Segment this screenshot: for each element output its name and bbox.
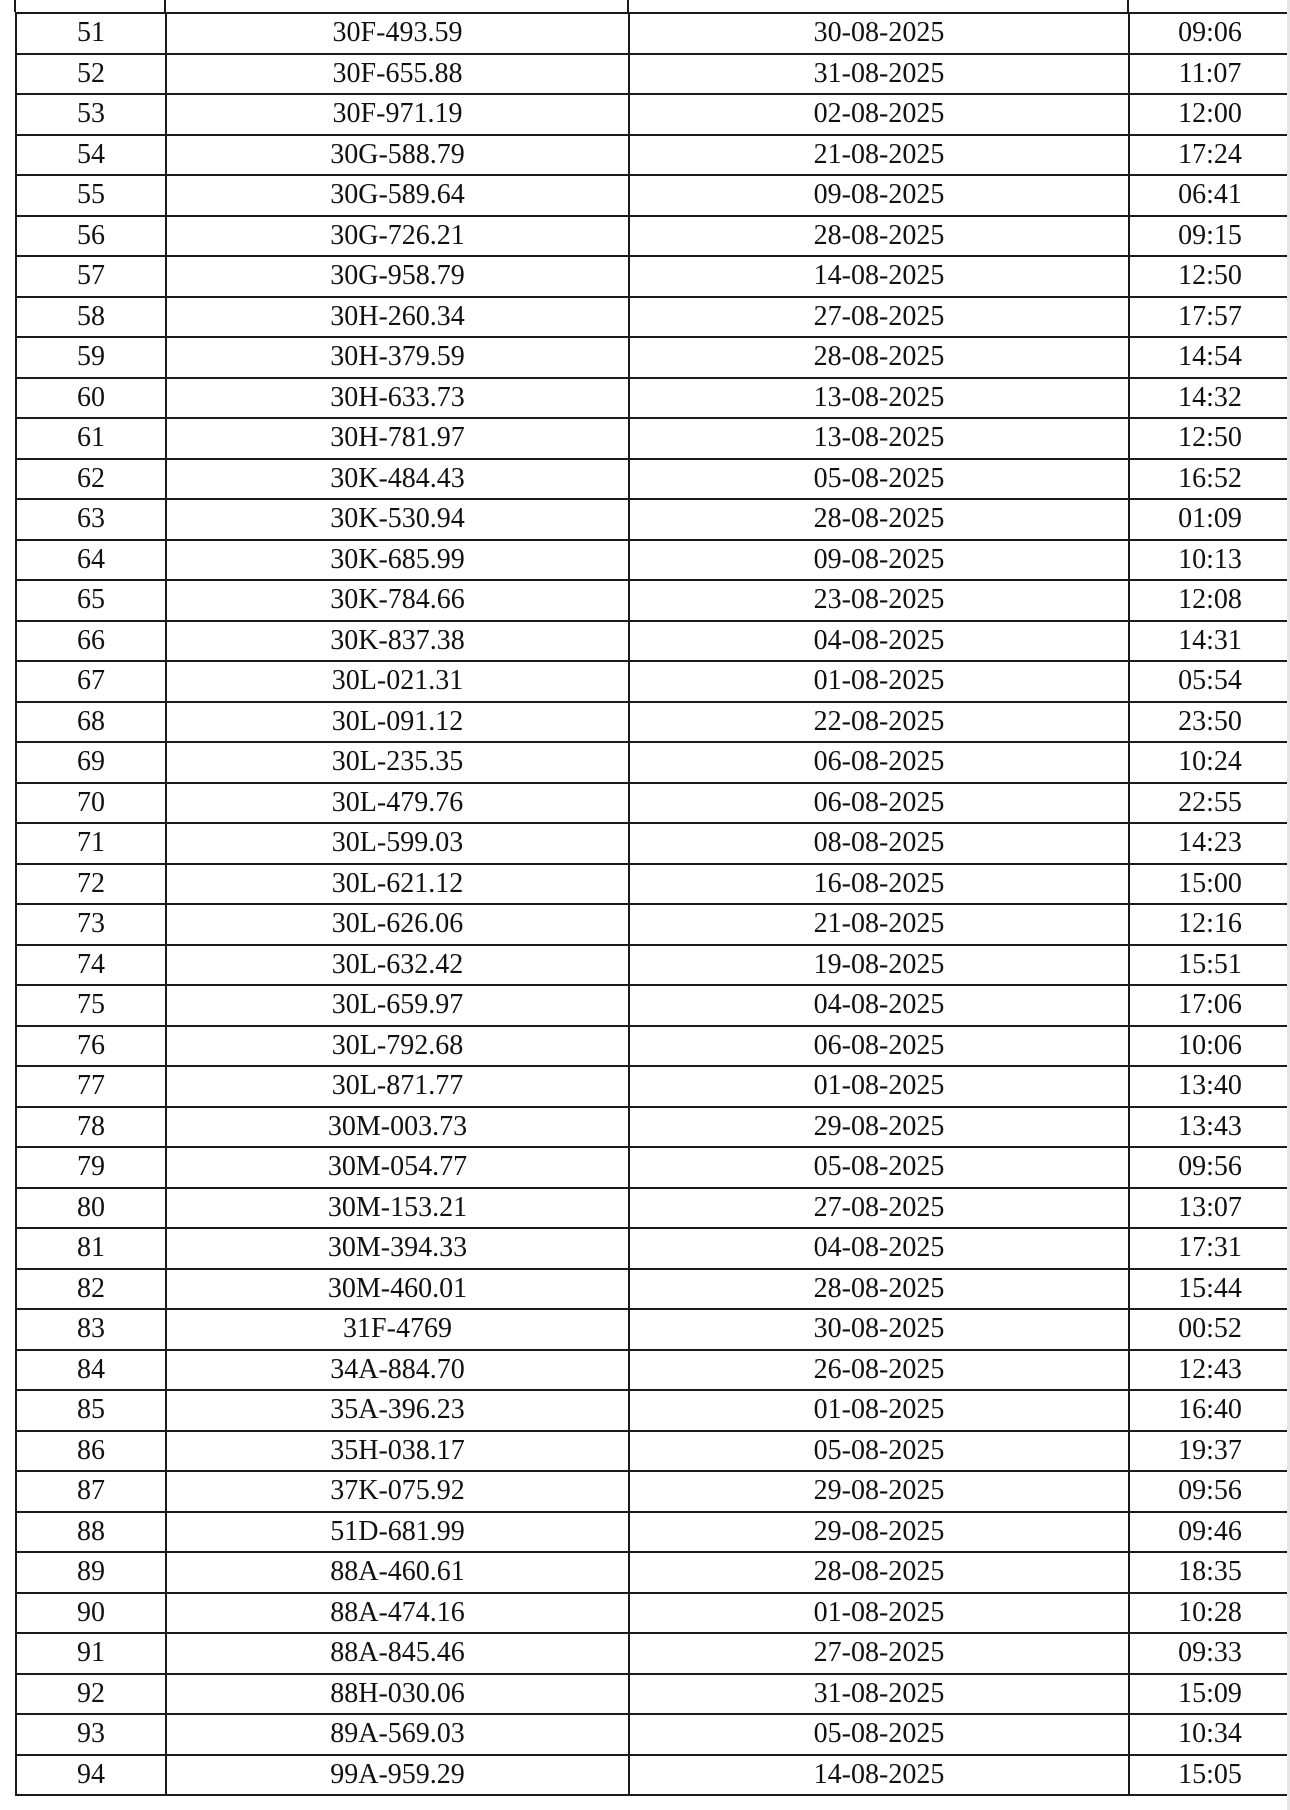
document-page	[15, 0, 1290, 1810]
date-cell: 26-08-2025	[629, 1350, 1129, 1391]
time-cell: 22:55	[1129, 783, 1290, 824]
time-cell: 13:07	[1129, 1188, 1290, 1229]
date-cell: 31-08-2025	[629, 54, 1129, 95]
plate-number-cell: 35A-396.23	[166, 1390, 629, 1431]
table-row	[16, 580, 1290, 621]
plate-number-cell: 30L-235.35	[166, 742, 629, 783]
table-row	[16, 54, 1290, 95]
table-row	[16, 216, 1290, 257]
date-cell: 29-08-2025	[629, 1512, 1129, 1553]
time-cell: 15:44	[1129, 1269, 1290, 1310]
plate-number-cell: 30F-493.59	[166, 13, 629, 54]
row-number-cell: 92	[16, 1674, 166, 1715]
plate-number-cell: 30H-633.73	[166, 378, 629, 419]
row-number-cell: 71	[16, 823, 166, 864]
plate-number-cell: 30G-588.79	[166, 135, 629, 176]
plate-number-cell: 30F-655.88	[166, 54, 629, 95]
plate-number-cell: 30L-659.97	[166, 985, 629, 1026]
date-cell: 01-08-2025	[629, 661, 1129, 702]
row-number-cell: 75	[16, 985, 166, 1026]
plate-number-cell: 30L-871.77	[166, 1066, 629, 1107]
table-row	[16, 297, 1290, 338]
row-number-cell: 90	[16, 1593, 166, 1634]
date-cell: 01-08-2025	[629, 1390, 1129, 1431]
plate-number-cell: 88A-474.16	[166, 1593, 629, 1634]
time-cell: 12:00	[1129, 94, 1290, 135]
row-number-cell: 88	[16, 1512, 166, 1553]
row-number-cell: 81	[16, 1228, 166, 1269]
plate-number-cell: 30K-530.94	[166, 499, 629, 540]
column-divider-stub	[164, 0, 166, 12]
table-row	[16, 823, 1290, 864]
plate-number-cell: 30K-784.66	[166, 580, 629, 621]
date-cell: 06-08-2025	[629, 1026, 1129, 1067]
time-cell: 14:32	[1129, 378, 1290, 419]
time-cell: 12:16	[1129, 904, 1290, 945]
plate-number-cell: 30L-479.76	[166, 783, 629, 824]
date-cell: 04-08-2025	[629, 985, 1129, 1026]
time-cell: 23:50	[1129, 702, 1290, 743]
table-row	[16, 418, 1290, 459]
table-row	[16, 661, 1290, 702]
time-cell: 17:31	[1129, 1228, 1290, 1269]
table-row	[16, 1512, 1290, 1553]
table-row	[16, 621, 1290, 662]
time-cell: 13:43	[1129, 1107, 1290, 1148]
table-row	[16, 1269, 1290, 1310]
row-number-cell: 89	[16, 1552, 166, 1593]
date-cell: 05-08-2025	[629, 1431, 1129, 1472]
plate-number-cell: 88A-845.46	[166, 1633, 629, 1674]
date-cell: 06-08-2025	[629, 742, 1129, 783]
plate-number-cell: 30H-379.59	[166, 337, 629, 378]
date-cell: 29-08-2025	[629, 1107, 1129, 1148]
plate-number-cell: 30K-685.99	[166, 540, 629, 581]
table-row	[16, 94, 1290, 135]
row-number-cell: 78	[16, 1107, 166, 1148]
plate-number-cell: 30L-621.12	[166, 864, 629, 905]
table-row	[16, 864, 1290, 905]
table-row	[16, 13, 1290, 54]
table-row	[16, 1188, 1290, 1229]
row-number-cell: 70	[16, 783, 166, 824]
row-number-cell: 60	[16, 378, 166, 419]
table-row	[16, 904, 1290, 945]
plate-number-cell: 35H-038.17	[166, 1431, 629, 1472]
time-cell: 15:00	[1129, 864, 1290, 905]
time-cell: 06:41	[1129, 175, 1290, 216]
plate-number-cell: 30K-484.43	[166, 459, 629, 500]
plate-number-cell: 30M-460.01	[166, 1269, 629, 1310]
date-cell: 27-08-2025	[629, 297, 1129, 338]
vehicle-records-table	[15, 12, 1290, 1796]
date-cell: 13-08-2025	[629, 418, 1129, 459]
time-cell: 16:40	[1129, 1390, 1290, 1431]
row-number-cell: 86	[16, 1431, 166, 1472]
time-cell: 12:50	[1129, 418, 1290, 459]
date-cell: 28-08-2025	[629, 1269, 1129, 1310]
date-cell: 02-08-2025	[629, 94, 1129, 135]
time-cell: 12:08	[1129, 580, 1290, 621]
row-number-cell: 74	[16, 945, 166, 986]
plate-number-cell: 34A-884.70	[166, 1350, 629, 1391]
plate-number-cell: 30M-153.21	[166, 1188, 629, 1229]
plate-number-cell: 30L-632.42	[166, 945, 629, 986]
row-number-cell: 52	[16, 54, 166, 95]
time-cell: 13:40	[1129, 1066, 1290, 1107]
date-cell: 30-08-2025	[629, 13, 1129, 54]
time-cell: 12:43	[1129, 1350, 1290, 1391]
row-number-cell: 62	[16, 459, 166, 500]
table-row	[16, 985, 1290, 1026]
table-row	[16, 1147, 1290, 1188]
table-row	[16, 540, 1290, 581]
plate-number-cell: 30M-003.73	[166, 1107, 629, 1148]
table-body	[16, 13, 1290, 1795]
time-cell: 14:54	[1129, 337, 1290, 378]
time-cell: 16:52	[1129, 459, 1290, 500]
table-row	[16, 702, 1290, 743]
row-number-cell: 64	[16, 540, 166, 581]
row-number-cell: 51	[16, 13, 166, 54]
time-cell: 09:56	[1129, 1147, 1290, 1188]
row-number-cell: 77	[16, 1066, 166, 1107]
time-cell: 17:57	[1129, 297, 1290, 338]
date-cell: 28-08-2025	[629, 1552, 1129, 1593]
row-number-cell: 82	[16, 1269, 166, 1310]
time-cell: 17:24	[1129, 135, 1290, 176]
date-cell: 29-08-2025	[629, 1471, 1129, 1512]
time-cell: 09:56	[1129, 1471, 1290, 1512]
table-row	[16, 1228, 1290, 1269]
table-row	[16, 742, 1290, 783]
time-cell: 12:50	[1129, 256, 1290, 297]
time-cell: 00:52	[1129, 1309, 1290, 1350]
date-cell: 04-08-2025	[629, 1228, 1129, 1269]
date-cell: 05-08-2025	[629, 1147, 1129, 1188]
time-cell: 10:34	[1129, 1714, 1290, 1755]
row-number-cell: 61	[16, 418, 166, 459]
plate-number-cell: 30H-260.34	[166, 297, 629, 338]
time-cell: 10:28	[1129, 1593, 1290, 1634]
table-row	[16, 1431, 1290, 1472]
date-cell: 01-08-2025	[629, 1593, 1129, 1634]
date-cell: 09-08-2025	[629, 540, 1129, 581]
time-cell: 15:05	[1129, 1755, 1290, 1796]
time-cell: 10:24	[1129, 742, 1290, 783]
date-cell: 21-08-2025	[629, 904, 1129, 945]
plate-number-cell: 37K-075.92	[166, 1471, 629, 1512]
table-row	[16, 1390, 1290, 1431]
column-divider-stub	[14, 0, 16, 12]
row-number-cell: 53	[16, 94, 166, 135]
date-cell: 21-08-2025	[629, 135, 1129, 176]
time-cell: 14:23	[1129, 823, 1290, 864]
date-cell: 27-08-2025	[629, 1633, 1129, 1674]
table-row	[16, 1471, 1290, 1512]
table-row	[16, 1026, 1290, 1067]
plate-number-cell: 99A-959.29	[166, 1755, 629, 1796]
table-row	[16, 378, 1290, 419]
date-cell: 28-08-2025	[629, 499, 1129, 540]
date-cell: 28-08-2025	[629, 337, 1129, 378]
column-divider-stub	[627, 0, 629, 12]
row-number-cell: 59	[16, 337, 166, 378]
row-number-cell: 63	[16, 499, 166, 540]
date-cell: 05-08-2025	[629, 1714, 1129, 1755]
plate-number-cell: 30H-781.97	[166, 418, 629, 459]
date-cell: 05-08-2025	[629, 459, 1129, 500]
plate-number-cell: 30G-726.21	[166, 216, 629, 257]
plate-number-cell: 88H-030.06	[166, 1674, 629, 1715]
date-cell: 31-08-2025	[629, 1674, 1129, 1715]
row-number-cell: 72	[16, 864, 166, 905]
plate-number-cell: 30G-589.64	[166, 175, 629, 216]
plate-number-cell: 30F-971.19	[166, 94, 629, 135]
row-number-cell: 55	[16, 175, 166, 216]
table-row	[16, 337, 1290, 378]
time-cell: 10:06	[1129, 1026, 1290, 1067]
row-number-cell: 54	[16, 135, 166, 176]
date-cell: 14-08-2025	[629, 256, 1129, 297]
plate-number-cell: 30L-091.12	[166, 702, 629, 743]
row-number-cell: 56	[16, 216, 166, 257]
table-row	[16, 135, 1290, 176]
time-cell: 10:13	[1129, 540, 1290, 581]
plate-number-cell: 88A-460.61	[166, 1552, 629, 1593]
row-number-cell: 83	[16, 1309, 166, 1350]
time-cell: 19:37	[1129, 1431, 1290, 1472]
plate-number-cell: 30K-837.38	[166, 621, 629, 662]
date-cell: 19-08-2025	[629, 945, 1129, 986]
row-number-cell: 67	[16, 661, 166, 702]
date-cell: 22-08-2025	[629, 702, 1129, 743]
row-number-cell: 68	[16, 702, 166, 743]
row-number-cell: 76	[16, 1026, 166, 1067]
plate-number-cell: 30L-599.03	[166, 823, 629, 864]
table-row	[16, 175, 1290, 216]
plate-number-cell: 89A-569.03	[166, 1714, 629, 1755]
row-number-cell: 91	[16, 1633, 166, 1674]
table-row	[16, 1350, 1290, 1391]
table-row	[16, 1552, 1290, 1593]
time-cell: 09:46	[1129, 1512, 1290, 1553]
date-cell: 04-08-2025	[629, 621, 1129, 662]
table-row	[16, 499, 1290, 540]
table-row	[16, 1309, 1290, 1350]
time-cell: 14:31	[1129, 621, 1290, 662]
time-cell: 18:35	[1129, 1552, 1290, 1593]
plate-number-cell: 30M-054.77	[166, 1147, 629, 1188]
row-number-cell: 85	[16, 1390, 166, 1431]
time-cell: 05:54	[1129, 661, 1290, 702]
table-row	[16, 459, 1290, 500]
time-cell: 09:06	[1129, 13, 1290, 54]
time-cell: 15:09	[1129, 1674, 1290, 1715]
date-cell: 14-08-2025	[629, 1755, 1129, 1796]
table-row	[16, 256, 1290, 297]
date-cell: 09-08-2025	[629, 175, 1129, 216]
row-number-cell: 57	[16, 256, 166, 297]
table-row	[16, 1633, 1290, 1674]
time-cell: 15:51	[1129, 945, 1290, 986]
table-row	[16, 1755, 1290, 1796]
table-row	[16, 1593, 1290, 1634]
plate-number-cell: 30L-792.68	[166, 1026, 629, 1067]
table-row	[16, 1674, 1290, 1715]
time-cell: 01:09	[1129, 499, 1290, 540]
date-cell: 01-08-2025	[629, 1066, 1129, 1107]
plate-number-cell: 30M-394.33	[166, 1228, 629, 1269]
row-number-cell: 73	[16, 904, 166, 945]
row-number-cell: 80	[16, 1188, 166, 1229]
row-number-cell: 69	[16, 742, 166, 783]
date-cell: 06-08-2025	[629, 783, 1129, 824]
time-cell: 09:15	[1129, 216, 1290, 257]
time-cell: 17:06	[1129, 985, 1290, 1026]
row-number-cell: 87	[16, 1471, 166, 1512]
date-cell: 30-08-2025	[629, 1309, 1129, 1350]
date-cell: 13-08-2025	[629, 378, 1129, 419]
row-number-cell: 94	[16, 1755, 166, 1796]
plate-number-cell: 30L-021.31	[166, 661, 629, 702]
row-number-cell: 84	[16, 1350, 166, 1391]
table-row	[16, 1107, 1290, 1148]
date-cell: 28-08-2025	[629, 216, 1129, 257]
table-row	[16, 783, 1290, 824]
date-cell: 27-08-2025	[629, 1188, 1129, 1229]
table-row	[16, 1714, 1290, 1755]
plate-number-cell: 30L-626.06	[166, 904, 629, 945]
row-number-cell: 58	[16, 297, 166, 338]
row-number-cell: 65	[16, 580, 166, 621]
time-cell: 09:33	[1129, 1633, 1290, 1674]
column-divider-stub	[1127, 0, 1129, 12]
table-row	[16, 945, 1290, 986]
row-number-cell: 79	[16, 1147, 166, 1188]
date-cell: 08-08-2025	[629, 823, 1129, 864]
plate-number-cell: 51D-681.99	[166, 1512, 629, 1553]
plate-number-cell: 31F-4769	[166, 1309, 629, 1350]
plate-number-cell: 30G-958.79	[166, 256, 629, 297]
row-number-cell: 93	[16, 1714, 166, 1755]
date-cell: 23-08-2025	[629, 580, 1129, 621]
time-cell: 11:07	[1129, 54, 1290, 95]
row-number-cell: 66	[16, 621, 166, 662]
table-row	[16, 1066, 1290, 1107]
date-cell: 16-08-2025	[629, 864, 1129, 905]
